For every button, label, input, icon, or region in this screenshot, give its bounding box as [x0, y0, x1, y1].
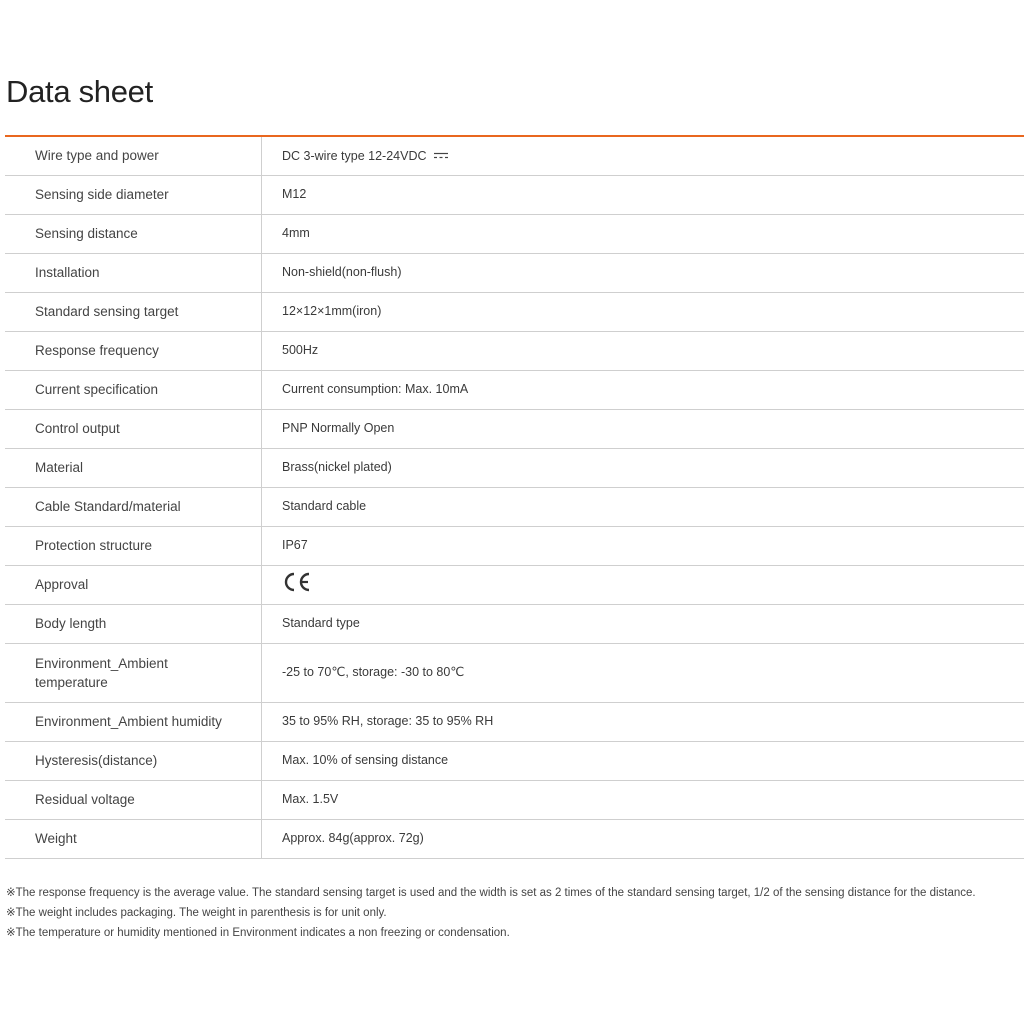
- row-value: Max. 1.5V: [262, 780, 1024, 819]
- row-value: Brass(nickel plated): [262, 448, 1024, 487]
- row-label: Control output: [5, 409, 262, 448]
- row-label: Protection structure: [5, 526, 262, 565]
- row-label: Cable Standard/material: [5, 487, 262, 526]
- table-row: [5, 370, 1024, 409]
- row-label: Environment_Ambient humidity: [5, 702, 262, 741]
- table-row: [5, 819, 1024, 858]
- table-row: [5, 565, 1024, 604]
- row-value: Standard type: [262, 604, 1024, 643]
- row-label: Sensing distance: [5, 214, 262, 253]
- table-row: [5, 448, 1024, 487]
- table-row: [5, 643, 1024, 702]
- row-label: Hysteresis(distance): [5, 741, 262, 780]
- row-value: Approx. 84g(approx. 72g): [262, 819, 1024, 858]
- row-label: Sensing side diameter: [5, 175, 262, 214]
- table-row: [5, 526, 1024, 565]
- footnote: ※The weight includes packaging. The weight in parenthesis is for unit only.: [6, 907, 387, 919]
- row-label: Installation: [5, 253, 262, 292]
- table-row: [5, 487, 1024, 526]
- table-row: [5, 136, 1024, 175]
- footnotes: [6, 883, 1021, 943]
- row-label: Residual voltage: [5, 780, 262, 819]
- row-value: Standard cable: [262, 487, 1024, 526]
- row-label: Wire type and power: [5, 136, 262, 175]
- row-value: -25 to 70℃, storage: -30 to 80℃: [262, 643, 1024, 702]
- row-label: Approval: [5, 565, 262, 604]
- wire-type-value: DC 3-wire type 12-24VDC: [282, 149, 427, 164]
- table-row: [5, 741, 1024, 780]
- dc-current-icon: [434, 147, 448, 166]
- row-value: IP67: [262, 526, 1024, 565]
- table-row: [5, 604, 1024, 643]
- row-label: Environment_Ambient temperature: [5, 643, 262, 702]
- table-row: [5, 780, 1024, 819]
- row-value: Max. 10% of sensing distance: [262, 741, 1024, 780]
- table-row: [5, 214, 1024, 253]
- row-label: Material: [5, 448, 262, 487]
- table-row: [5, 253, 1024, 292]
- data-sheet-table: [5, 135, 1024, 859]
- row-label: Response frequency: [5, 331, 262, 370]
- row-value: M12: [262, 175, 1024, 214]
- row-label: Body length: [5, 604, 262, 643]
- row-value: Non-shield(non-flush): [262, 253, 1024, 292]
- row-value: PNP Normally Open: [262, 409, 1024, 448]
- row-value: 35 to 95% RH, storage: 35 to 95% RH: [262, 702, 1024, 741]
- table-row: [5, 702, 1024, 741]
- ce-mark-icon: [282, 571, 312, 599]
- table-row: [5, 331, 1024, 370]
- footnote: ※The temperature or humidity mentioned in Environment indicates a non freezing or condensation.: [6, 927, 510, 939]
- page-title: Data sheet: [6, 74, 153, 109]
- row-label: Current specification: [5, 370, 262, 409]
- row-value: [262, 136, 1024, 175]
- row-value: Current consumption: Max. 10mA: [262, 370, 1024, 409]
- table-row: [5, 175, 1024, 214]
- table-row: [5, 409, 1024, 448]
- row-value: [262, 565, 1024, 604]
- row-value: 12×12×1mm(iron): [262, 292, 1024, 331]
- row-label: Weight: [5, 819, 262, 858]
- row-value: 500Hz: [262, 331, 1024, 370]
- table-row: [5, 292, 1024, 331]
- row-value: 4mm: [262, 214, 1024, 253]
- row-label: Standard sensing target: [5, 292, 262, 331]
- footnote: ※The response frequency is the average value. The standard sensing target is used and the width is set as 2 times of the standard sensing target, 1/2 of the sensing distance for the distance.: [6, 887, 976, 899]
